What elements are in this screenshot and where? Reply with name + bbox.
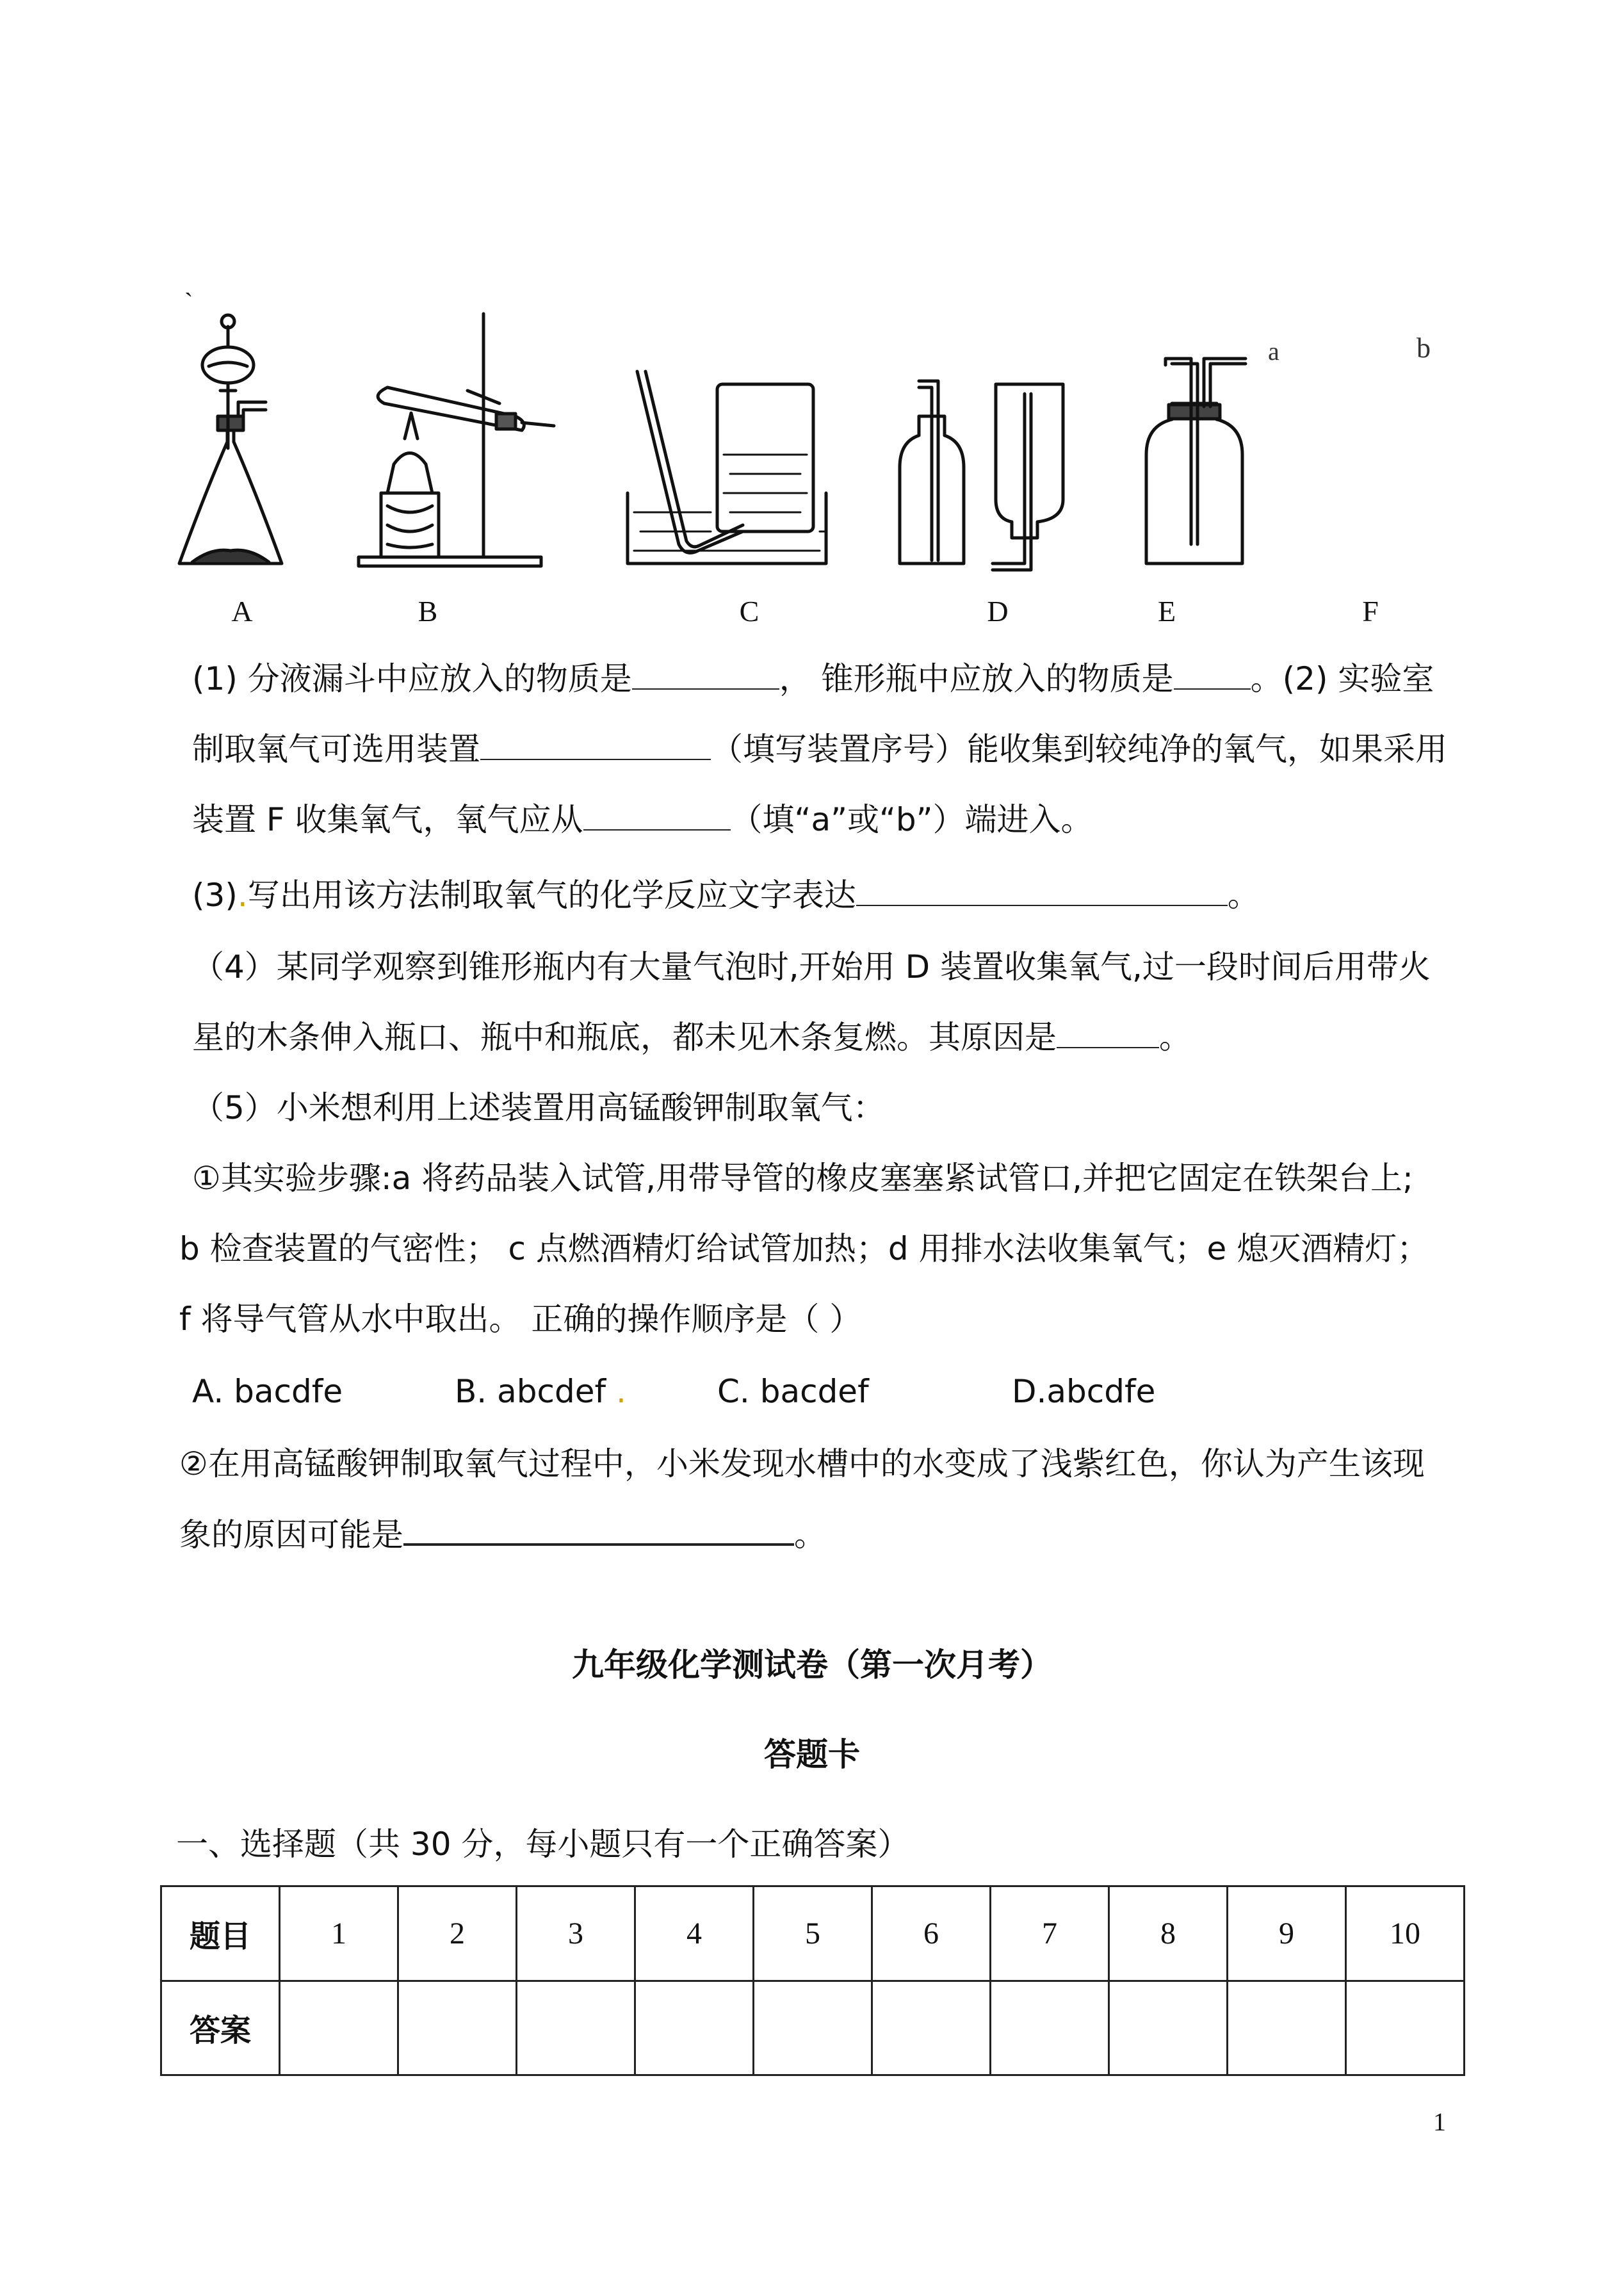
- blank-device[interactable]: [480, 731, 711, 760]
- answer-cell[interactable]: [754, 1981, 872, 2075]
- row-header-answer: 答案: [161, 1981, 280, 2075]
- q5-line4: f 将导气管从水中取出。 正确的操作顺序是（ ）: [179, 1301, 862, 1338]
- q3-line: (3).写出用该方法制取氧气的化学反应文字表达 。: [192, 877, 1260, 914]
- answer-cell[interactable]: [1109, 1981, 1228, 2075]
- apparatus-e-drawing: [993, 384, 1063, 570]
- label-e: E: [1157, 595, 1176, 628]
- card-title: 答题卡: [764, 1736, 860, 1773]
- answer-cell[interactable]: [280, 1981, 398, 2075]
- label-c: C: [739, 595, 759, 628]
- q5-line7: 象的原因可能是 。: [179, 1516, 826, 1553]
- apparatus-drawings: [166, 288, 1486, 621]
- table-row-answers: [161, 1981, 1465, 2075]
- blank-funnel[interactable]: [632, 660, 779, 690]
- q1-line3: 装置 F 收集氧气，氧气应从 （填“a”或“b”）端进入。: [192, 801, 1093, 838]
- row-header-question: 题目: [161, 1886, 280, 1981]
- apparatus-figure: [166, 288, 1486, 621]
- stray-mark: `: [184, 288, 193, 316]
- q5-option-d[interactable]: D.abcdfe: [1012, 1373, 1156, 1410]
- answer-cell[interactable]: [635, 1981, 754, 2075]
- apparatus-a-drawing: [179, 315, 282, 564]
- blank-flask[interactable]: [1174, 660, 1251, 690]
- question-number: 8: [1109, 1886, 1228, 1981]
- blank-equation[interactable]: [856, 877, 1228, 906]
- label-f: F: [1362, 595, 1379, 628]
- answer-cell[interactable]: [1346, 1981, 1465, 2075]
- answer-cell[interactable]: [1228, 1981, 1346, 2075]
- port-a-label: a: [1268, 337, 1279, 366]
- label-b: B: [418, 595, 438, 628]
- question-number: 5: [754, 1886, 872, 1981]
- table-row-numbers: [161, 1886, 1465, 1981]
- label-d: D: [987, 595, 1009, 628]
- question-number: 2: [398, 1886, 517, 1981]
- q5-option-c[interactable]: C. bacdef: [717, 1373, 869, 1410]
- answer-cell[interactable]: [517, 1981, 635, 2075]
- question-number: 10: [1346, 1886, 1465, 1981]
- apparatus-c-drawing: [628, 371, 826, 564]
- q1-line1: (1) 分液漏斗中应放入的物质是 ， 锥形瓶中应放入的物质是 。(2) 实验室: [192, 660, 1434, 697]
- answer-cell[interactable]: [398, 1981, 517, 2075]
- apparatus-f-drawing: [1146, 359, 1246, 564]
- q4-line1: （4）某同学观察到锥形瓶内有大量气泡时,开始用 D 装置收集氧气,过一段时间后用带火: [192, 948, 1431, 985]
- q5-option-a[interactable]: A. bacdfe: [192, 1373, 343, 1410]
- apparatus-d-drawing: [900, 381, 964, 564]
- question-number: 4: [635, 1886, 754, 1981]
- question-number: 9: [1228, 1886, 1346, 1981]
- exam-title: 九年级化学测试卷（第一次月考）: [572, 1646, 1052, 1683]
- q5-line1: （5）小米想利用上述装置用高锰酸钾制取氧气：: [192, 1089, 885, 1126]
- blank-port[interactable]: [583, 801, 731, 831]
- q5-option-b[interactable]: B. abcdef .: [455, 1373, 626, 1410]
- blank-cause[interactable]: [403, 1515, 794, 1546]
- q5-line2: ①其实验步骤:a 将药品装入试管,用带导管的橡皮塞塞紧试管口,并把它固定在铁架台上;: [192, 1160, 1413, 1197]
- apparatus-b-drawing: [359, 314, 554, 566]
- answer-table: [160, 1885, 1465, 2076]
- label-a: A: [231, 595, 253, 628]
- answer-cell[interactable]: [991, 1981, 1109, 2075]
- q5-line6: ②在用高锰酸钾制取氧气过程中，小米发现水槽中的水变成了浅紫红色，你认为产生该现: [179, 1445, 1425, 1482]
- question-number: 3: [517, 1886, 635, 1981]
- page-number: 1: [1433, 2107, 1446, 2136]
- q4-line2: 星的木条伸入瓶口、瓶中和瓶底，都未见木条复燃。其原因是 。: [192, 1019, 1191, 1056]
- q5-line3: b 检查装置的气密性； c 点燃酒精灯给试管加热；d 用排水法收集氧气；e 熄灭酒精灯；: [179, 1230, 1429, 1267]
- question-number: 6: [872, 1886, 991, 1981]
- blank-reason[interactable]: [1057, 1019, 1159, 1048]
- question-number: 7: [991, 1886, 1109, 1981]
- question-number: 1: [280, 1886, 398, 1981]
- q1-line2: 制取氧气可选用装置 （填写装置序号）能收集到较纯净的氧气，如果采用: [192, 731, 1447, 768]
- section-heading: 一、选择题（共 30 分，每小题只有一个正确答案）: [176, 1826, 910, 1863]
- answer-cell[interactable]: [872, 1981, 991, 2075]
- port-b-label: b: [1417, 332, 1431, 364]
